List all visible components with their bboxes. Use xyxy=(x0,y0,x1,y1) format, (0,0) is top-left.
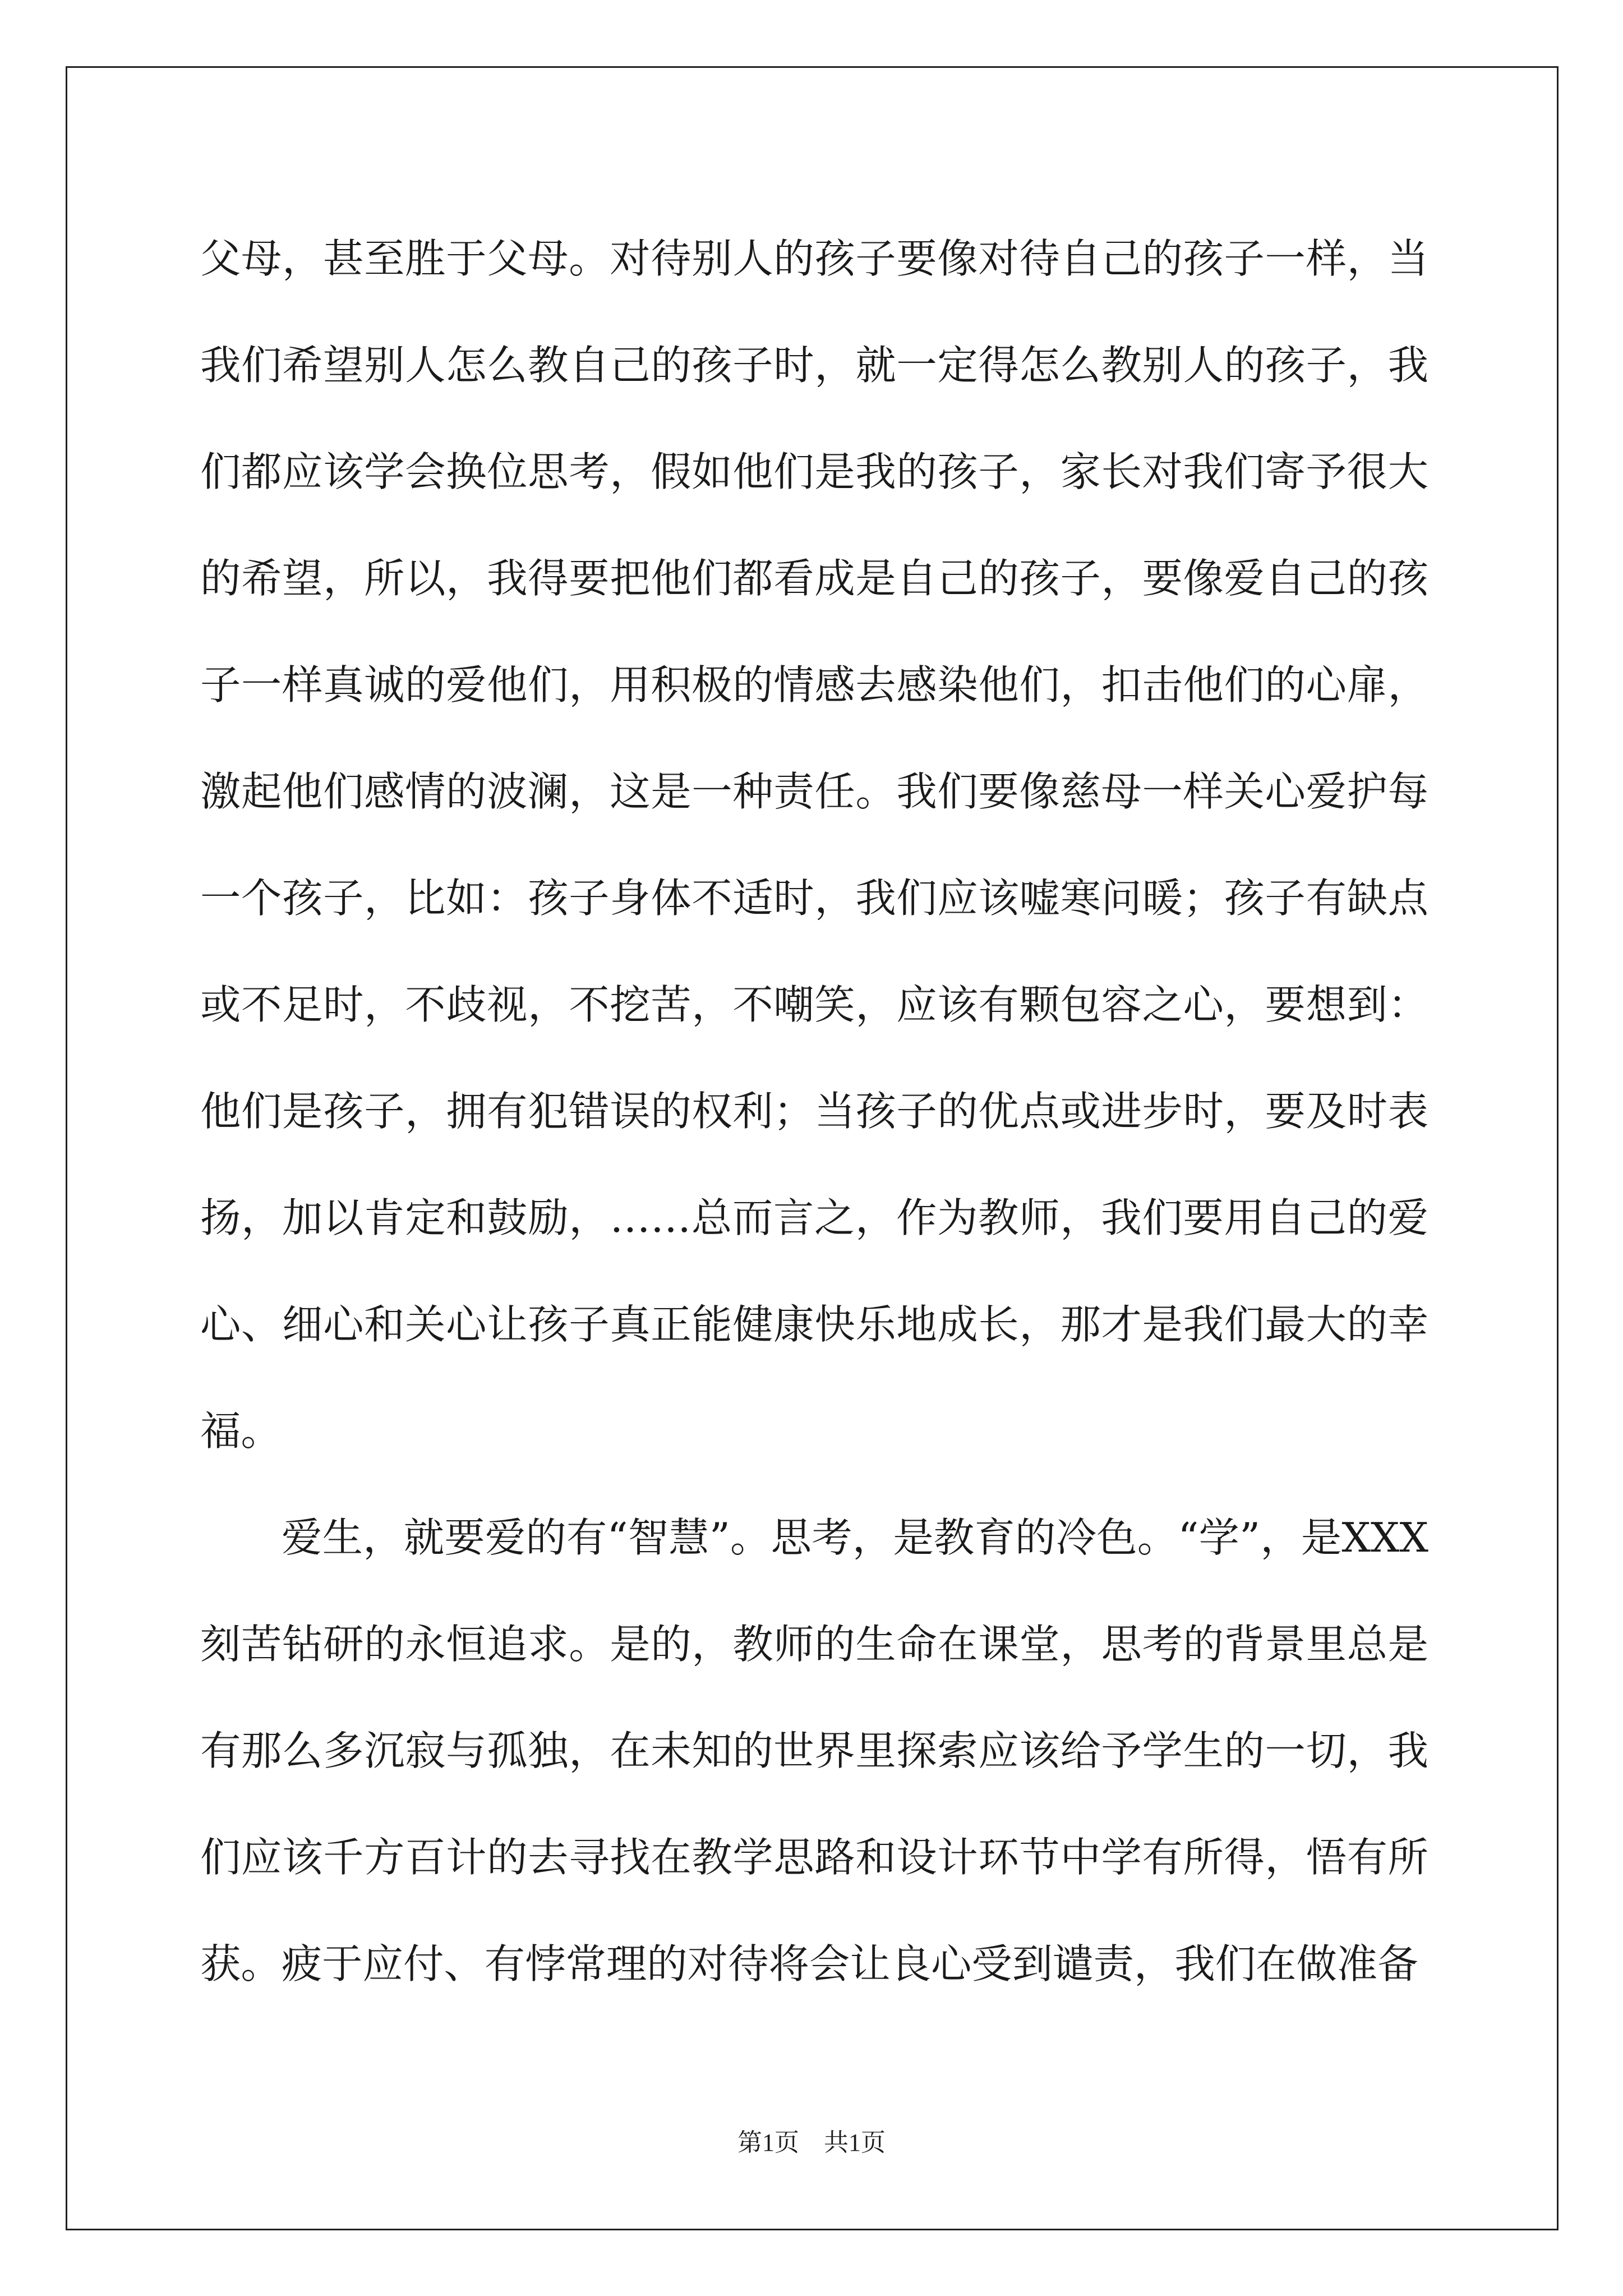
paragraph-2: 爱生，就要爱的有“智慧”。思考，是教育的冷色。“学”，是XXX刻苦钻研的永恒追求。是的，教师的生命在课堂，思考的背景里总是有那么多沉寂与孤独，在未知的世界里探索应该给予学生的一切，我们应该千方百计的去寻找在教学思路和设计环节中学有所得，悟有所获。疲于应付、有悖常理的对待将会让良心受到谴责，我们在做准备 xyxy=(200,1515,1428,1988)
page-footer xyxy=(0,2122,1623,2158)
page-number: 第1页 xyxy=(737,2129,799,2156)
document-body xyxy=(200,206,1428,2018)
page-total: 共1页 xyxy=(824,2129,886,2156)
paragraph-1: 父母，甚至胜于父母。对待别人的孩子要像对待自己的孩子一样，当我们希望别人怎么教自己的孩子时，就一定得怎么教别人的孩子，我们都应该学会换位思考，假如他们是我的孩子，家长对我们寄予很大的希望，所以，我得要把他们都看成是自己的孩子，要像爱自己的孩子一样真诚的爱他们，用积极的情感去感染他们，扣击他们的心扉，激起他们感情的波澜，这是一种责任。我们要像慈母一样关心爱护每一个孩子，比如：孩子身体不适时，我们应该嘘寒问暖；孩子有缺点或不足时，不歧视，不挖苦，不嘲笑，应该有颗包容之心，要想到：他们是孩子，拥有犯错误的权利；当孩子的优点或进步时，要及时表扬，加以肯定和鼓励，……总而言之，作为教师，我们要用自己的爱心、细心和关心让孩子真正能健康快乐地成长，那才是我们最大的幸福。 xyxy=(200,236,1428,1455)
